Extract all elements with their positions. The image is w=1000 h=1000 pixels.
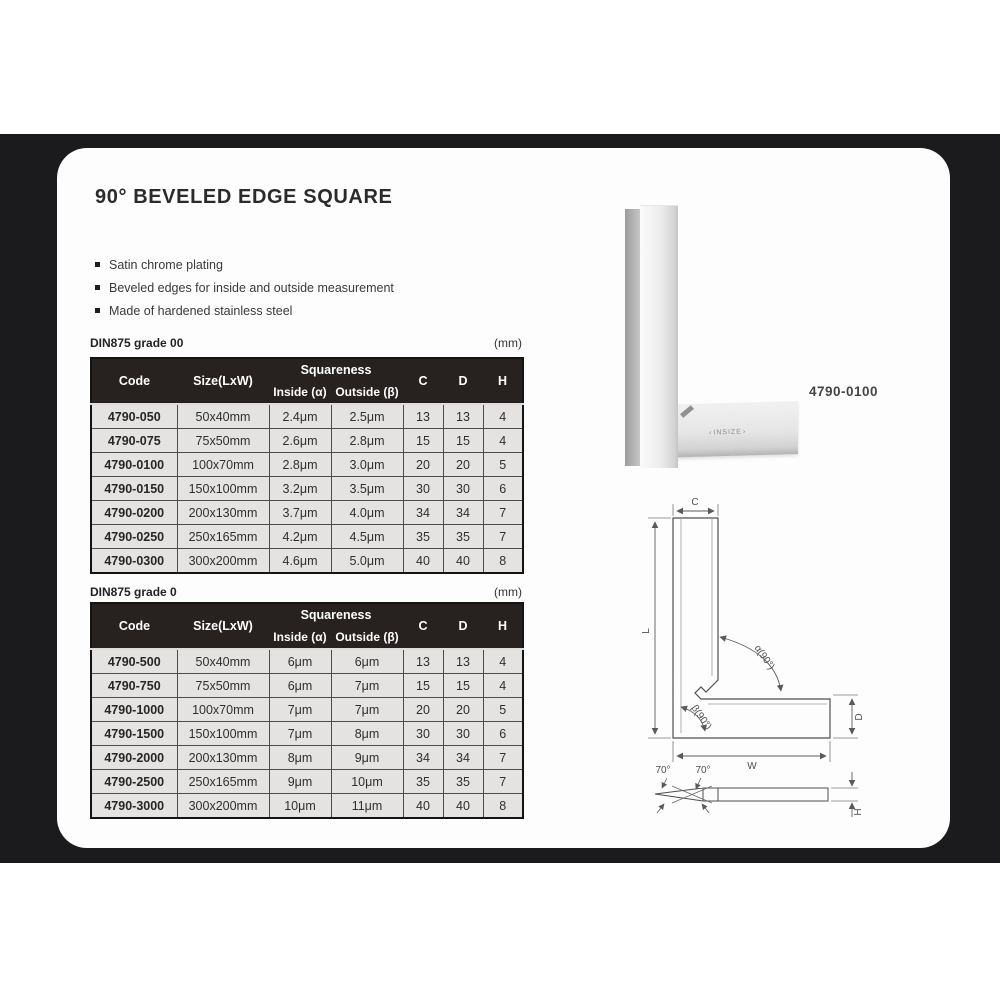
cell-squareness-outside: 7μm	[331, 698, 403, 722]
feature-text: Satin chrome plating	[109, 258, 223, 272]
cell-h: 7	[483, 525, 523, 549]
feature-item	[95, 300, 394, 323]
bullet-icon	[95, 285, 100, 290]
cell-c: 35	[403, 770, 443, 794]
din875-grade-0-table	[90, 602, 524, 819]
cell-c: 20	[403, 453, 443, 477]
header-code: Code	[91, 603, 177, 649]
table-row	[91, 649, 523, 674]
cell-h: 5	[483, 453, 523, 477]
cell-c: 15	[403, 429, 443, 453]
cell-size: 250x165mm	[177, 525, 269, 549]
cell-code: 4790-0100	[91, 453, 177, 477]
table-grade-00-wrap	[90, 357, 524, 574]
header-outside: Outside (β)	[331, 380, 403, 404]
cell-squareness-inside: 10μm	[269, 794, 331, 819]
technical-drawing	[600, 480, 940, 840]
table-grade-0-wrap	[90, 602, 524, 819]
header-d: D	[443, 358, 483, 404]
cell-squareness-inside: 7μm	[269, 722, 331, 746]
table-row	[91, 549, 523, 574]
cell-code: 4790-500	[91, 649, 177, 674]
table-title: DIN875 grade 00	[90, 336, 184, 350]
page-title: 90° BEVELED EDGE SQUARE	[95, 186, 393, 208]
cell-size: 200x130mm	[177, 501, 269, 525]
cell-squareness-outside: 4.5μm	[331, 525, 403, 549]
cell-squareness-inside: 6μm	[269, 674, 331, 698]
cell-size: 50x40mm	[177, 649, 269, 674]
cell-squareness-outside: 6μm	[331, 649, 403, 674]
feature-text: Made of hardened stainless steel	[109, 304, 293, 318]
dimension-D-label: D	[854, 713, 865, 721]
bevel-leader-right-bottom	[702, 804, 709, 813]
cell-c: 13	[403, 404, 443, 429]
cell-code: 4790-750	[91, 674, 177, 698]
cell-code: 4790-050	[91, 404, 177, 429]
cell-h: 7	[483, 501, 523, 525]
cell-h: 8	[483, 794, 523, 819]
cell-squareness-outside: 5.0μm	[331, 549, 403, 574]
header-d: D	[443, 603, 483, 649]
cell-size: 250x165mm	[177, 770, 269, 794]
header-outside: Outside (β)	[331, 625, 403, 649]
cell-h: 8	[483, 549, 523, 574]
dimension-L-label: L	[641, 628, 652, 634]
table-row	[91, 674, 523, 698]
header-h: H	[483, 358, 523, 404]
cell-size: 75x50mm	[177, 674, 269, 698]
cell-squareness-outside: 2.5μm	[331, 404, 403, 429]
bevel-leader-left-bottom	[657, 804, 664, 813]
cell-code: 4790-075	[91, 429, 177, 453]
header-squareness: Squareness	[269, 358, 403, 380]
beta-angle-label: β(90°)	[688, 703, 714, 733]
cell-c: 34	[403, 501, 443, 525]
cell-h: 7	[483, 770, 523, 794]
cell-squareness-outside: 3.0μm	[331, 453, 403, 477]
cell-d: 34	[443, 746, 483, 770]
cell-squareness-inside: 2.8μm	[269, 453, 331, 477]
cell-h: 5	[483, 698, 523, 722]
table-row	[91, 429, 523, 453]
cell-code: 4790-1500	[91, 722, 177, 746]
cell-c: 35	[403, 525, 443, 549]
alpha-angle-label: α(90°)	[751, 643, 777, 673]
header-squareness: Squareness	[269, 603, 403, 625]
cell-h: 7	[483, 746, 523, 770]
cell-d: 40	[443, 794, 483, 819]
header-size: Size(LxW)	[177, 603, 269, 649]
square-blade-side-face	[625, 209, 640, 466]
cell-c: 15	[403, 674, 443, 698]
square-vertical-blade	[640, 205, 678, 468]
cell-c: 34	[403, 746, 443, 770]
cell-d: 20	[443, 453, 483, 477]
header-h: H	[483, 603, 523, 649]
table-title: DIN875 grade 0	[90, 585, 177, 599]
feature-text: Beveled edges for inside and outside measurement	[109, 281, 394, 295]
unit-note: (mm)	[494, 336, 522, 350]
cell-squareness-outside: 2.8μm	[331, 429, 403, 453]
header-size: Size(LxW)	[177, 358, 269, 404]
header-inside: Inside (α)	[269, 380, 331, 404]
cell-code: 4790-0200	[91, 501, 177, 525]
cell-c: 40	[403, 794, 443, 819]
bullet-icon	[95, 262, 100, 267]
dimension-C-label: C	[691, 497, 699, 508]
cell-size: 150x100mm	[177, 722, 269, 746]
header-c: C	[403, 358, 443, 404]
cell-c: 40	[403, 549, 443, 574]
cell-code: 4790-2000	[91, 746, 177, 770]
bullet-icon	[95, 308, 100, 313]
cell-squareness-outside: 7μm	[331, 674, 403, 698]
cell-h: 6	[483, 477, 523, 501]
cell-size: 100x70mm	[177, 698, 269, 722]
table-row	[91, 794, 523, 819]
cell-size: 75x50mm	[177, 429, 269, 453]
cell-size: 50x40mm	[177, 404, 269, 429]
table-row	[91, 746, 523, 770]
content-card	[57, 148, 950, 848]
bevel-leader-right	[696, 778, 701, 789]
cell-squareness-outside: 8μm	[331, 722, 403, 746]
cell-d: 15	[443, 429, 483, 453]
cell-code: 4790-0150	[91, 477, 177, 501]
cell-squareness-outside: 3.5μm	[331, 477, 403, 501]
cell-d: 40	[443, 549, 483, 574]
cell-d: 34	[443, 501, 483, 525]
cell-h: 4	[483, 429, 523, 453]
cell-h: 6	[483, 722, 523, 746]
cell-squareness-outside: 4.0μm	[331, 501, 403, 525]
table-row	[91, 501, 523, 525]
table-row	[91, 770, 523, 794]
cell-c: 30	[403, 722, 443, 746]
table-row	[91, 698, 523, 722]
cell-size: 200x130mm	[177, 746, 269, 770]
cell-size: 300x200mm	[177, 794, 269, 819]
bevel-angle-right-label: 70°	[695, 765, 711, 776]
cell-squareness-outside: 9μm	[331, 746, 403, 770]
dimension-H-label: H	[853, 808, 864, 816]
cell-code: 4790-1000	[91, 698, 177, 722]
cell-c: 20	[403, 698, 443, 722]
cell-squareness-inside: 4.6μm	[269, 549, 331, 574]
cell-squareness-inside: 3.7μm	[269, 501, 331, 525]
cell-d: 13	[443, 649, 483, 674]
table-caption-grade-0	[90, 585, 522, 599]
cell-d: 35	[443, 525, 483, 549]
cell-d: 35	[443, 770, 483, 794]
cell-size: 150x100mm	[177, 477, 269, 501]
product-photo	[625, 205, 870, 483]
dimension-W-label: W	[747, 761, 757, 772]
cell-size: 300x200mm	[177, 549, 269, 574]
cell-h: 4	[483, 404, 523, 429]
feature-item	[95, 254, 394, 277]
feature-list	[95, 254, 394, 323]
cell-d: 30	[443, 722, 483, 746]
product-code-label: 4790-0100	[809, 384, 879, 399]
din875-grade-00-table	[90, 357, 524, 574]
feature-item	[95, 277, 394, 300]
header-inside: Inside (α)	[269, 625, 331, 649]
table-row	[91, 722, 523, 746]
bevel-facet-lines	[681, 519, 827, 733]
bevel-cross-lines	[672, 786, 712, 803]
table-row	[91, 404, 523, 429]
cell-squareness-inside: 8μm	[269, 746, 331, 770]
table-row	[91, 477, 523, 501]
cell-squareness-outside: 10μm	[331, 770, 403, 794]
cell-d: 20	[443, 698, 483, 722]
cell-code: 4790-3000	[91, 794, 177, 819]
header-code: Code	[91, 358, 177, 404]
cell-h: 4	[483, 649, 523, 674]
cell-d: 15	[443, 674, 483, 698]
cell-squareness-outside: 11μm	[331, 794, 403, 819]
cell-h: 4	[483, 674, 523, 698]
cell-squareness-inside: 6μm	[269, 649, 331, 674]
cell-squareness-inside: 2.6μm	[269, 429, 331, 453]
table-row	[91, 453, 523, 477]
cell-size: 100x70mm	[177, 453, 269, 477]
unit-note: (mm)	[494, 585, 522, 599]
cell-d: 30	[443, 477, 483, 501]
cell-squareness-inside: 4.2μm	[269, 525, 331, 549]
cell-squareness-inside: 3.2μm	[269, 477, 331, 501]
cell-code: 4790-0300	[91, 549, 177, 574]
cell-c: 30	[403, 477, 443, 501]
table-caption-grade-00	[90, 336, 522, 350]
cell-squareness-inside: 2.4μm	[269, 404, 331, 429]
cell-code: 4790-0250	[91, 525, 177, 549]
table-row	[91, 525, 523, 549]
cell-d: 13	[443, 404, 483, 429]
cell-code: 4790-2500	[91, 770, 177, 794]
insize-logo-stamp: ‹ INSIZE ›	[709, 428, 746, 436]
bevel-leader-left	[662, 778, 667, 788]
bevel-angle-left-label: 70°	[655, 765, 671, 776]
cell-c: 13	[403, 649, 443, 674]
cell-squareness-inside: 7μm	[269, 698, 331, 722]
header-c: C	[403, 603, 443, 649]
cell-squareness-inside: 9μm	[269, 770, 331, 794]
